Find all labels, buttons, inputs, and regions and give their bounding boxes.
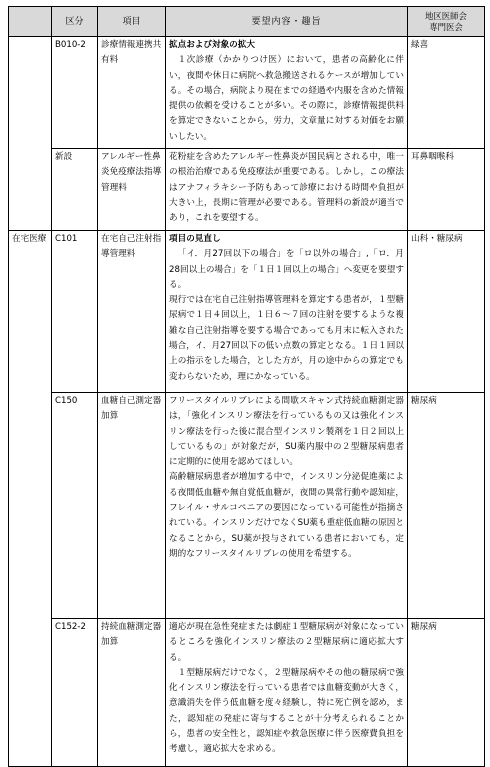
section-cell-empty bbox=[9, 393, 52, 619]
association-name: 糖尿病 bbox=[408, 619, 485, 767]
category-code: C101 bbox=[52, 231, 98, 393]
request-cell bbox=[166, 37, 408, 149]
request-cell bbox=[166, 619, 408, 767]
request-body: 適応が現在急性発症または劇症１型糖尿病が対象になっているところを強化インスリン療法の２型糖尿病に適応拡大する。 bbox=[169, 622, 404, 663]
request-cell bbox=[166, 393, 408, 619]
table-row bbox=[9, 37, 485, 149]
category-code: C150 bbox=[52, 393, 98, 619]
section-cell-empty bbox=[9, 37, 52, 149]
item-name: 持続血糖測定器加算 bbox=[98, 619, 166, 767]
item-name: アレルギー性鼻炎免疫療法指導管理料 bbox=[98, 149, 166, 231]
association-name: 糖尿病 bbox=[408, 393, 485, 619]
header-item: 項目 bbox=[98, 7, 166, 37]
category-code: B010-2 bbox=[52, 37, 98, 149]
header-row bbox=[9, 7, 485, 37]
category-code: 新設 bbox=[52, 149, 98, 231]
association-name: 緑喜 bbox=[408, 37, 485, 149]
association-name: 山科・糖尿病 bbox=[408, 231, 485, 393]
section-cell-empty bbox=[9, 619, 52, 767]
header-blank bbox=[9, 7, 52, 37]
section-cell-empty bbox=[9, 149, 52, 231]
request-body: １次診療（かかりつけ医）において，患者の高齢化に伴い，夜間や休日に病院へ救急搬送されるケースが増加している。その場合，病院より現在までの経過や内服を含めた情報提供の依頼を受けることが多い。その際に，診療情報提供料を算定できないことから，労力，文章量に対する対価をお願いしたい。 bbox=[169, 55, 404, 142]
request-table bbox=[8, 6, 485, 767]
request-body-detail: 現行では在宅自己注射指導管理料を算定する患者が，１型糖尿病で１日４回以上，１日６～７回の注射を要するような複雑な自己注射指導を要する場合であっても月末に転入された場合，イ．月27回以下の低い点数の算定となる。１日１回以上の指示をした場合，とした方が，月の途中からの算定でも変わらないため，理にかなっている。 bbox=[169, 295, 404, 382]
table-row bbox=[9, 149, 485, 231]
section-label: 在宅医療 bbox=[9, 231, 52, 393]
item-name: 血糖自己測定器加算 bbox=[98, 393, 166, 619]
table-row bbox=[9, 393, 485, 619]
request-body-detail: １型糖尿病だけでなく，２型糖尿病やその他の糖尿病で強化インスリン療法を行っている患者では血糖変動が大きく，意識消失を伴う低血糖を度々経験し，特に死亡例を認め，また，認知症の発症に寄与することが十分考えられることから，患者の安全性と，認知症や救急医療に伴う医療費負担を考慮し，適応拡大を求める。 bbox=[169, 667, 404, 755]
request-cell bbox=[166, 231, 408, 393]
header-category: 区分 bbox=[52, 7, 98, 37]
request-cell bbox=[166, 149, 408, 231]
association-name: 耳鼻咽喉科 bbox=[408, 149, 485, 231]
table-row bbox=[9, 231, 485, 393]
request-heading: 項目の見直し bbox=[169, 234, 221, 244]
request-body: 花粉症を含めたアレルギー性鼻炎が国民病とされる中，唯一の根治治療である免疫療法が重要である。しかし，この療法はアナフィラキシー予防もあって診療における時間や負担が大きい上，長期に管理が必要である。管理料の新設が適当であり，これを要望する。 bbox=[169, 152, 404, 224]
request-body-detail: 高齢糖尿病患者が増加する中で，インスリン分泌促進薬による夜間低血糖や無自覚低血糖が，夜間の異常行動や認知症，フレイル・サルコペニアの要因になっている可能性が指摘されている。インスリンだけでなくSU薬も重症低血糖の原因となることから，SU薬が投与されている患者においても，定期的なフリースタイルリブレの使用を希望する。 bbox=[169, 472, 404, 559]
header-request: 要望内容・趣旨 bbox=[166, 7, 408, 37]
header-association: 地区医師会 専門医会 bbox=[408, 7, 485, 37]
item-name: 診療情報連携共有料 bbox=[98, 37, 166, 149]
category-code: C152-2 bbox=[52, 619, 98, 767]
table-row bbox=[9, 619, 485, 767]
request-body: フリースタイルリブレによる間歇スキャン式持続血糖測定器は，「強化インスリン療法を行っているもの又は強化インスリン療法を行った後に混合型インスリン製剤を１日２回以上しているもの」が対象だが，SU薬内服中の２型糖尿病患者に定期的に使用を認めてほしい。 bbox=[169, 396, 404, 468]
item-name: 在宅自己注射指導管理料 bbox=[98, 231, 166, 393]
request-body: 「イ．月27回以下の場合」を「ロ以外の場合」,「ロ．月28回以上の場合」を「１日１回以上の場合」へ変更を要望する。 bbox=[169, 249, 404, 290]
request-heading: 拡点および対象の拡大 bbox=[169, 40, 255, 50]
